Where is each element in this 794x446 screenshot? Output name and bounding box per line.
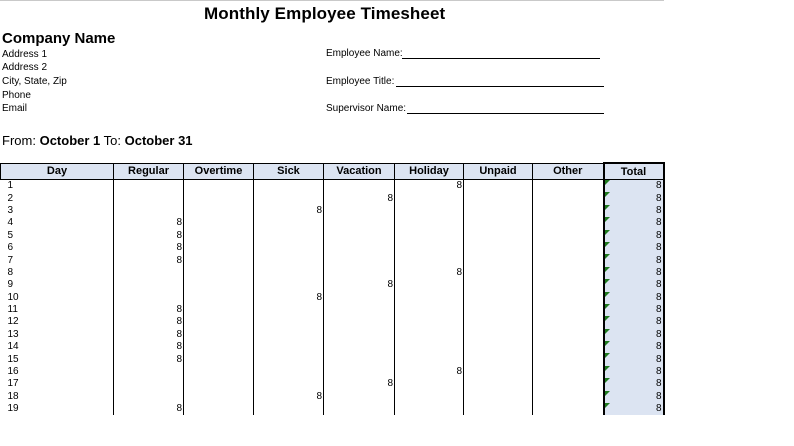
table-row bbox=[1, 341, 664, 353]
cell-holiday[interactable] bbox=[395, 403, 464, 415]
cell-regular[interactable]: 8 bbox=[114, 403, 184, 415]
cell-day[interactable]: 5 bbox=[1, 230, 114, 242]
cell-holiday[interactable] bbox=[395, 316, 464, 328]
cell-sick[interactable] bbox=[254, 217, 324, 229]
cell-holiday[interactable] bbox=[395, 242, 464, 254]
cell-vacation[interactable] bbox=[324, 391, 395, 403]
cell-total-value: 8 bbox=[655, 254, 662, 266]
cell-other[interactable] bbox=[533, 192, 604, 204]
cell-overtime[interactable] bbox=[184, 316, 254, 328]
cell-unpaid[interactable] bbox=[464, 341, 533, 353]
cell-unpaid[interactable] bbox=[464, 279, 533, 291]
cell-sick[interactable] bbox=[254, 353, 324, 365]
table-row bbox=[1, 279, 664, 291]
table-row bbox=[1, 353, 664, 365]
cell-total[interactable] bbox=[604, 279, 664, 291]
company-email[interactable]: Email bbox=[2, 103, 28, 114]
timesheet-table bbox=[0, 162, 665, 415]
cell-regular[interactable]: 8 bbox=[114, 353, 184, 365]
cell-total[interactable] bbox=[604, 403, 664, 415]
cell-holiday[interactable] bbox=[395, 292, 464, 304]
cell-day[interactable]: 16 bbox=[1, 366, 114, 378]
table-row bbox=[1, 267, 664, 279]
cell-total[interactable] bbox=[604, 378, 664, 390]
table-row bbox=[1, 230, 664, 242]
to-label: To: bbox=[103, 133, 121, 148]
cell-total-value: 8 bbox=[655, 266, 662, 278]
cell-regular[interactable] bbox=[114, 192, 184, 204]
table-header-row bbox=[1, 163, 664, 180]
cell-day[interactable]: 19 bbox=[1, 403, 114, 415]
cell-total-value: 8 bbox=[655, 341, 662, 353]
cell-total-value: 8 bbox=[655, 279, 662, 291]
table-row bbox=[1, 378, 664, 390]
formula-warning-icon bbox=[605, 316, 610, 321]
cell-regular[interactable] bbox=[114, 292, 184, 304]
cell-total[interactable] bbox=[604, 366, 664, 378]
cell-other[interactable] bbox=[533, 230, 604, 242]
cell-total[interactable] bbox=[604, 304, 664, 316]
cell-sick[interactable] bbox=[254, 316, 324, 328]
table-row bbox=[1, 205, 664, 217]
company-city-state-zip[interactable]: City, State, Zip bbox=[2, 76, 67, 87]
cell-sick[interactable] bbox=[254, 254, 324, 266]
to-date[interactable]: October 31 bbox=[124, 133, 193, 148]
cell-total[interactable] bbox=[604, 391, 664, 403]
formula-warning-icon bbox=[605, 378, 610, 383]
employee-name-label: Employee Name: bbox=[326, 48, 403, 59]
cell-total-value: 8 bbox=[655, 229, 662, 241]
cell-sick[interactable] bbox=[254, 267, 324, 279]
cell-regular[interactable]: 8 bbox=[114, 304, 184, 316]
formula-warning-icon bbox=[605, 341, 610, 346]
cell-regular[interactable]: 8 bbox=[114, 316, 184, 328]
cell-unpaid[interactable] bbox=[464, 403, 533, 415]
cell-other[interactable] bbox=[533, 353, 604, 365]
cell-overtime[interactable] bbox=[184, 217, 254, 229]
cell-sick[interactable] bbox=[254, 230, 324, 242]
cell-other[interactable] bbox=[533, 242, 604, 254]
cell-sick[interactable] bbox=[254, 242, 324, 254]
cell-unpaid[interactable] bbox=[464, 254, 533, 266]
company-address2[interactable]: Address 2 bbox=[2, 62, 48, 73]
cell-regular[interactable]: 8 bbox=[114, 329, 184, 341]
company-name[interactable]: Company Name bbox=[2, 30, 116, 47]
formula-warning-icon bbox=[605, 403, 610, 408]
cell-unpaid[interactable] bbox=[464, 217, 533, 229]
cell-overtime[interactable] bbox=[184, 329, 254, 341]
cell-day[interactable]: 17 bbox=[1, 378, 114, 390]
cell-other[interactable] bbox=[533, 366, 604, 378]
cell-total-value: 8 bbox=[655, 316, 662, 328]
supervisor-name-field[interactable] bbox=[407, 113, 604, 114]
cell-unpaid[interactable] bbox=[464, 316, 533, 328]
col-regular-header: Regular bbox=[114, 163, 184, 180]
table-row bbox=[1, 316, 664, 328]
cell-day[interactable]: 18 bbox=[1, 391, 114, 403]
cell-total-value: 8 bbox=[655, 304, 662, 316]
cell-day[interactable]: 11 bbox=[1, 304, 114, 316]
cell-total[interactable] bbox=[604, 316, 664, 328]
table-row bbox=[1, 403, 664, 415]
cell-regular[interactable]: 8 bbox=[114, 254, 184, 266]
cell-total-value: 8 bbox=[655, 180, 662, 192]
cell-total[interactable] bbox=[604, 254, 664, 266]
cell-sick[interactable] bbox=[254, 180, 324, 193]
cell-overtime[interactable] bbox=[184, 242, 254, 254]
from-label: From: bbox=[2, 133, 36, 148]
cell-holiday[interactable] bbox=[395, 353, 464, 365]
cell-vacation[interactable] bbox=[324, 180, 395, 193]
cell-vacation[interactable]: 8 bbox=[324, 192, 395, 204]
cell-total[interactable] bbox=[604, 242, 664, 254]
table-row bbox=[1, 329, 664, 341]
cell-unpaid[interactable] bbox=[464, 192, 533, 204]
table-row bbox=[1, 304, 664, 316]
cell-holiday[interactable]: 8 bbox=[395, 180, 464, 193]
cell-overtime[interactable] bbox=[184, 391, 254, 403]
cell-regular[interactable]: 8 bbox=[114, 230, 184, 242]
cell-vacation[interactable]: 8 bbox=[324, 279, 395, 291]
cell-other[interactable] bbox=[533, 180, 604, 193]
cell-total[interactable] bbox=[604, 353, 664, 365]
cell-overtime[interactable] bbox=[184, 230, 254, 242]
col-other-header: Other bbox=[533, 163, 604, 180]
cell-day[interactable]: 2 bbox=[1, 192, 114, 204]
formula-warning-icon bbox=[605, 366, 610, 371]
cell-overtime[interactable] bbox=[184, 366, 254, 378]
col-day-header: Day bbox=[1, 163, 114, 180]
cell-vacation[interactable] bbox=[324, 329, 395, 341]
cell-other[interactable] bbox=[533, 304, 604, 316]
cell-day[interactable]: 14 bbox=[1, 341, 114, 353]
cell-overtime[interactable] bbox=[184, 353, 254, 365]
formula-warning-icon bbox=[605, 205, 610, 210]
formula-warning-icon bbox=[605, 279, 610, 284]
cell-other[interactable] bbox=[533, 217, 604, 229]
cell-overtime[interactable] bbox=[184, 254, 254, 266]
formula-warning-icon bbox=[605, 292, 610, 297]
cell-holiday[interactable]: 8 bbox=[395, 366, 464, 378]
employee-name-field[interactable] bbox=[402, 58, 600, 59]
col-sick-header: Sick bbox=[254, 163, 324, 180]
company-phone[interactable]: Phone bbox=[2, 90, 31, 101]
cell-regular[interactable] bbox=[114, 205, 184, 217]
cell-total-value: 8 bbox=[655, 204, 662, 216]
cell-vacation[interactable] bbox=[324, 341, 395, 353]
cell-day[interactable]: 15 bbox=[1, 353, 114, 365]
formula-warning-icon bbox=[605, 180, 610, 185]
cell-sick[interactable] bbox=[254, 192, 324, 204]
cell-total[interactable] bbox=[604, 267, 664, 279]
cell-other[interactable] bbox=[533, 279, 604, 291]
cell-unpaid[interactable] bbox=[464, 180, 533, 193]
cell-unpaid[interactable] bbox=[464, 242, 533, 254]
cell-other[interactable] bbox=[533, 267, 604, 279]
cell-day[interactable]: 1 bbox=[1, 180, 114, 193]
formula-warning-icon bbox=[605, 329, 610, 334]
cell-total-value: 8 bbox=[655, 217, 662, 229]
col-overtime-header: Overtime bbox=[184, 163, 254, 180]
table-row bbox=[1, 217, 664, 229]
cell-total-value: 8 bbox=[655, 378, 662, 390]
cell-overtime[interactable] bbox=[184, 267, 254, 279]
formula-warning-icon bbox=[605, 353, 610, 358]
cell-vacation[interactable] bbox=[324, 366, 395, 378]
cell-day[interactable]: 10 bbox=[1, 292, 114, 304]
cell-vacation[interactable] bbox=[324, 230, 395, 242]
cell-other[interactable] bbox=[533, 378, 604, 390]
cell-sick[interactable] bbox=[254, 341, 324, 353]
cell-other[interactable] bbox=[533, 254, 604, 266]
cell-vacation[interactable] bbox=[324, 403, 395, 415]
cell-holiday[interactable] bbox=[395, 341, 464, 353]
cell-total[interactable] bbox=[604, 230, 664, 242]
cell-other[interactable] bbox=[533, 403, 604, 415]
cell-overtime[interactable] bbox=[184, 403, 254, 415]
cell-day[interactable]: 8 bbox=[1, 267, 114, 279]
formula-warning-icon bbox=[605, 217, 610, 222]
cell-unpaid[interactable] bbox=[464, 378, 533, 390]
cell-overtime[interactable] bbox=[184, 304, 254, 316]
cell-other[interactable] bbox=[533, 292, 604, 304]
col-vacation-header: Vacation bbox=[324, 163, 395, 180]
cell-holiday[interactable] bbox=[395, 217, 464, 229]
cell-holiday[interactable] bbox=[395, 304, 464, 316]
cell-regular[interactable]: 8 bbox=[114, 217, 184, 229]
cell-holiday[interactable] bbox=[395, 378, 464, 390]
top-divider bbox=[0, 0, 664, 1]
cell-regular[interactable] bbox=[114, 366, 184, 378]
cell-sick[interactable] bbox=[254, 378, 324, 390]
cell-overtime[interactable] bbox=[184, 279, 254, 291]
cell-vacation[interactable] bbox=[324, 304, 395, 316]
cell-total[interactable] bbox=[604, 341, 664, 353]
formula-warning-icon bbox=[605, 304, 610, 309]
cell-holiday[interactable] bbox=[395, 254, 464, 266]
cell-vacation[interactable] bbox=[324, 292, 395, 304]
table-row bbox=[1, 366, 664, 378]
cell-regular[interactable]: 8 bbox=[114, 242, 184, 254]
period-range bbox=[2, 133, 193, 148]
table-row bbox=[1, 292, 664, 304]
cell-day[interactable]: 3 bbox=[1, 205, 114, 217]
cell-overtime[interactable] bbox=[184, 192, 254, 204]
cell-regular[interactable] bbox=[114, 180, 184, 193]
cell-day[interactable]: 6 bbox=[1, 242, 114, 254]
cell-holiday[interactable] bbox=[395, 230, 464, 242]
table-row bbox=[1, 391, 664, 403]
cell-sick[interactable] bbox=[254, 304, 324, 316]
company-address1[interactable]: Address 1 bbox=[2, 49, 48, 60]
cell-sick[interactable]: 8 bbox=[254, 205, 324, 217]
cell-unpaid[interactable] bbox=[464, 292, 533, 304]
cell-total[interactable] bbox=[604, 292, 664, 304]
cell-unpaid[interactable] bbox=[464, 329, 533, 341]
cell-vacation[interactable] bbox=[324, 254, 395, 266]
formula-warning-icon bbox=[605, 192, 610, 197]
cell-vacation[interactable] bbox=[324, 205, 395, 217]
cell-total-value: 8 bbox=[655, 390, 662, 402]
cell-overtime[interactable] bbox=[184, 341, 254, 353]
cell-vacation[interactable] bbox=[324, 316, 395, 328]
cell-unpaid[interactable] bbox=[464, 230, 533, 242]
cell-total-value: 8 bbox=[655, 353, 662, 365]
col-unpaid-header: Unpaid bbox=[464, 163, 533, 180]
employee-title-field[interactable] bbox=[396, 86, 604, 87]
employee-title-label: Employee Title: bbox=[326, 76, 395, 87]
formula-warning-icon bbox=[605, 391, 610, 396]
col-total-header: Total bbox=[604, 163, 664, 180]
cell-unpaid[interactable] bbox=[464, 267, 533, 279]
cell-unpaid[interactable] bbox=[464, 353, 533, 365]
cell-other[interactable] bbox=[533, 316, 604, 328]
cell-total-value: 8 bbox=[655, 403, 662, 415]
cell-day[interactable]: 12 bbox=[1, 316, 114, 328]
formula-warning-icon bbox=[605, 242, 610, 247]
cell-sick[interactable] bbox=[254, 366, 324, 378]
cell-holiday[interactable] bbox=[395, 192, 464, 204]
cell-total[interactable] bbox=[604, 192, 664, 204]
cell-regular[interactable] bbox=[114, 267, 184, 279]
cell-other[interactable] bbox=[533, 205, 604, 217]
cell-vacation[interactable] bbox=[324, 353, 395, 365]
cell-total-value: 8 bbox=[655, 291, 662, 303]
cell-unpaid[interactable] bbox=[464, 391, 533, 403]
cell-vacation[interactable]: 8 bbox=[324, 378, 395, 390]
table-row bbox=[1, 242, 664, 254]
cell-sick[interactable]: 8 bbox=[254, 292, 324, 304]
cell-regular[interactable] bbox=[114, 378, 184, 390]
cell-vacation[interactable] bbox=[324, 217, 395, 229]
cell-sick[interactable] bbox=[254, 279, 324, 291]
cell-regular[interactable]: 8 bbox=[114, 341, 184, 353]
cell-sick[interactable] bbox=[254, 329, 324, 341]
cell-day[interactable]: 7 bbox=[1, 254, 114, 266]
cell-holiday[interactable] bbox=[395, 279, 464, 291]
cell-overtime[interactable] bbox=[184, 292, 254, 304]
cell-day[interactable]: 4 bbox=[1, 217, 114, 229]
cell-other[interactable] bbox=[533, 341, 604, 353]
cell-holiday[interactable] bbox=[395, 205, 464, 217]
table-row bbox=[1, 254, 664, 266]
cell-total[interactable] bbox=[604, 217, 664, 229]
table-row bbox=[1, 180, 664, 193]
cell-unpaid[interactable] bbox=[464, 205, 533, 217]
cell-total-value: 8 bbox=[655, 192, 662, 204]
cell-total-value: 8 bbox=[655, 328, 662, 340]
cell-other[interactable] bbox=[533, 329, 604, 341]
cell-total[interactable] bbox=[604, 205, 664, 217]
cell-holiday[interactable] bbox=[395, 391, 464, 403]
cell-total[interactable] bbox=[604, 329, 664, 341]
cell-unpaid[interactable] bbox=[464, 304, 533, 316]
table-row bbox=[1, 192, 664, 204]
page-title: Monthly Employee Timesheet bbox=[204, 4, 446, 23]
col-holiday-header: Holiday bbox=[395, 163, 464, 180]
formula-warning-icon bbox=[605, 267, 610, 272]
formula-warning-icon bbox=[605, 230, 610, 235]
cell-regular[interactable] bbox=[114, 279, 184, 291]
cell-regular[interactable] bbox=[114, 391, 184, 403]
cell-day[interactable]: 9 bbox=[1, 279, 114, 291]
cell-total-value: 8 bbox=[655, 366, 662, 378]
cell-sick[interactable] bbox=[254, 403, 324, 415]
cell-day[interactable]: 13 bbox=[1, 329, 114, 341]
cell-other[interactable] bbox=[533, 391, 604, 403]
cell-sick[interactable]: 8 bbox=[254, 391, 324, 403]
formula-warning-icon bbox=[605, 254, 610, 259]
cell-holiday[interactable] bbox=[395, 329, 464, 341]
from-date[interactable]: October 1 bbox=[39, 133, 101, 148]
cell-vacation[interactable] bbox=[324, 242, 395, 254]
supervisor-name-label: Supervisor Name: bbox=[326, 103, 407, 114]
cell-total[interactable] bbox=[604, 180, 664, 193]
cell-overtime[interactable] bbox=[184, 378, 254, 390]
cell-unpaid[interactable] bbox=[464, 366, 533, 378]
cell-overtime[interactable] bbox=[184, 180, 254, 193]
cell-vacation[interactable] bbox=[324, 267, 395, 279]
cell-overtime[interactable] bbox=[184, 205, 254, 217]
cell-holiday[interactable]: 8 bbox=[395, 267, 464, 279]
cell-total-value: 8 bbox=[655, 242, 662, 254]
